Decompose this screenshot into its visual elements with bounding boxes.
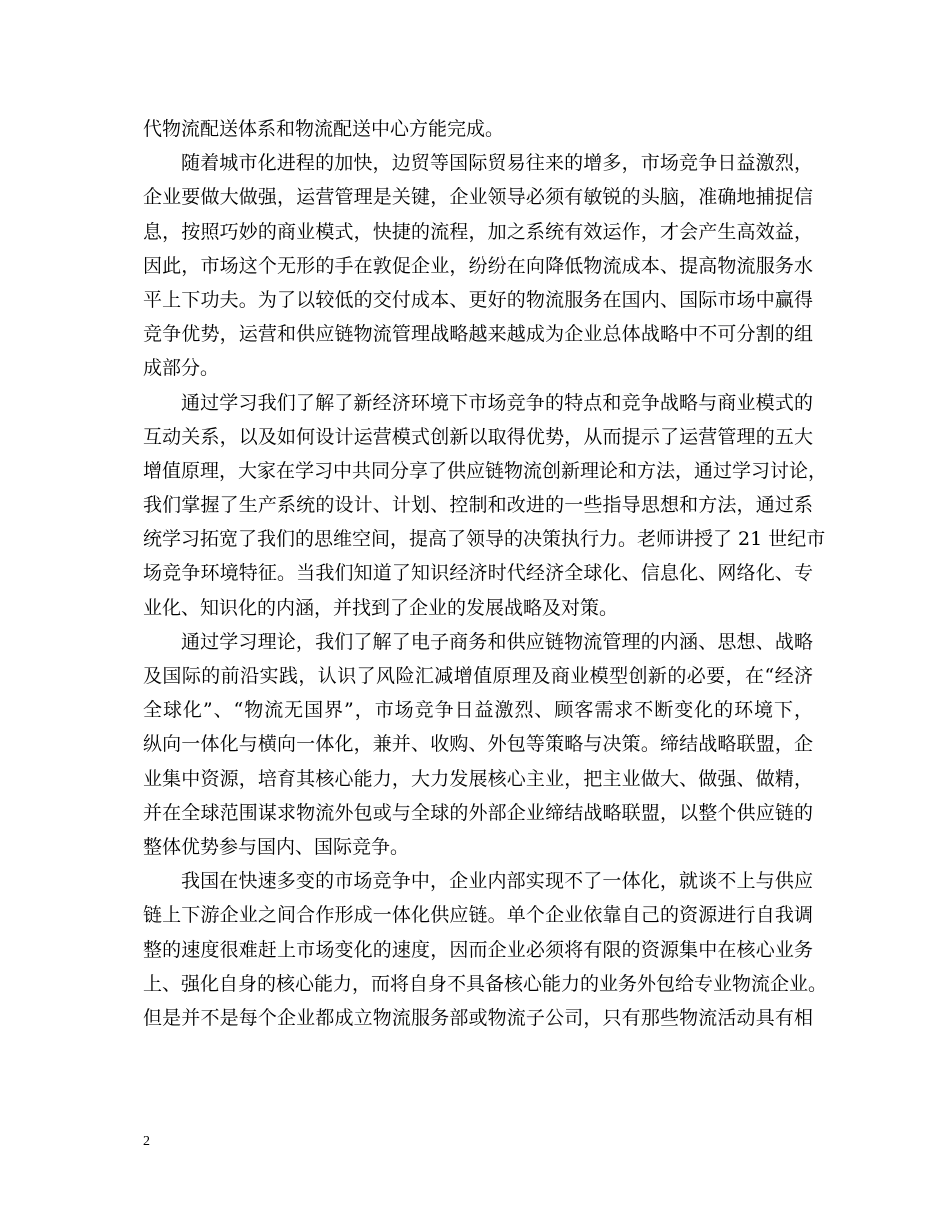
text-line: 因此，市场这个无形的手在敦促企业，纷纷在向降低物流成本、提高物流服务水	[143, 254, 813, 277]
paragraph-learning-theory	[143, 625, 813, 864]
text-line: 整的速度很难赶上市场变化的速度，因而企业必须将有限的资源集中在核心业务	[143, 938, 813, 961]
text-line: 通过学习我们了解了新经济环境下市场竞争的特点和竞争战略与商业模式的	[181, 391, 813, 414]
text-line: 随着城市化进程的加快，边贸等国际贸易往来的增多，市场竞争日益激烈，	[181, 152, 813, 175]
text-line: 我们掌握了生产系统的设计、计划、控制和改进的一些指导思想和方法，通过系	[143, 494, 813, 517]
text-line: 统学习拓宽了我们的思维空间，提高了领导的决策执行力。老师讲授了 21 世纪市	[143, 528, 826, 551]
text-line: 代物流配送体系和物流配送中心方能完成。	[143, 118, 505, 140]
text-line: 我国在快速多变的市场竞争中，企业内部实现不了一体化，就谈不上与供应	[181, 870, 813, 893]
text-line: 全球化”、“物流无国界”，市场竞争日益激烈、顾客需求不断变化的环境下，	[143, 699, 813, 722]
text-line: 但是并不是每个企业都成立物流服务部或物流子公司，只有那些物流活动具有相	[143, 1006, 813, 1029]
text-line: 业化、知识化的内涵，并找到了企业的发展战略及对策。	[143, 596, 619, 619]
text-line: 通过学习理论，我们了解了电子商务和供应链物流管理的内涵、思想、战略	[181, 630, 813, 653]
text-line: 上、强化自身的核心能力，而将自身不具备核心能力的业务外包给专业物流企业。	[143, 972, 828, 995]
paragraph-continuation	[143, 112, 813, 146]
text-line: 链上下游企业之间合作形成一体化供应链。单个企业依靠自己的资源进行自我调	[143, 904, 813, 927]
text-line: 纵向一体化与横向一体化，兼并、收购、外包等策略与决策。缔结战略联盟，企	[143, 733, 813, 756]
text-line: 场竞争环境特征。当我们知道了知识经济时代经济全球化、信息化、网络化、专	[143, 562, 813, 585]
text-line: 业集中资源，培育其核心能力，大力发展核心主业，把主业做大、做强、做精，	[143, 767, 813, 790]
text-line: 及国际的前沿实践，认识了风险汇减增值原理及商业模型创新的必要，在“经济	[143, 665, 813, 687]
paragraph-learning-competition	[143, 386, 828, 625]
paragraph-supply-chain	[143, 864, 828, 1035]
text-line: 并在全球范围谋求物流外包或与全球的外部企业缔结战略联盟，以整个供应链的	[143, 801, 813, 824]
text-line: 成部分。	[143, 357, 220, 380]
text-line: 息，按照巧妙的商业模式，快捷的流程，加之系统有效运作，才会产生高效益，	[143, 220, 813, 243]
text-line: 平上下功夫。为了以较低的交付成本、更好的物流服务在国内、国际市场中赢得	[143, 288, 813, 311]
paragraph-urbanization	[143, 146, 813, 385]
text-line: 整体优势参与国内、国际竞争。	[143, 835, 410, 858]
text-line: 互动关系，以及如何设计运营模式创新以取得优势，从而提示了运营管理的五大	[143, 425, 813, 448]
body-text	[143, 112, 828, 1035]
text-line: 竞争优势，运营和供应链物流管理战略越来越成为企业总体战略中不可分割的组	[143, 323, 813, 346]
page-number: 2	[143, 1134, 150, 1149]
text-line: 企业要做大做强，运营管理是关键，企业领导必须有敏锐的头脑，准确地捕捉信	[143, 186, 813, 209]
text-line: 增值原理，大家在学习中共同分享了供应链物流创新理论和方法，通过学习讨论，	[143, 459, 828, 482]
